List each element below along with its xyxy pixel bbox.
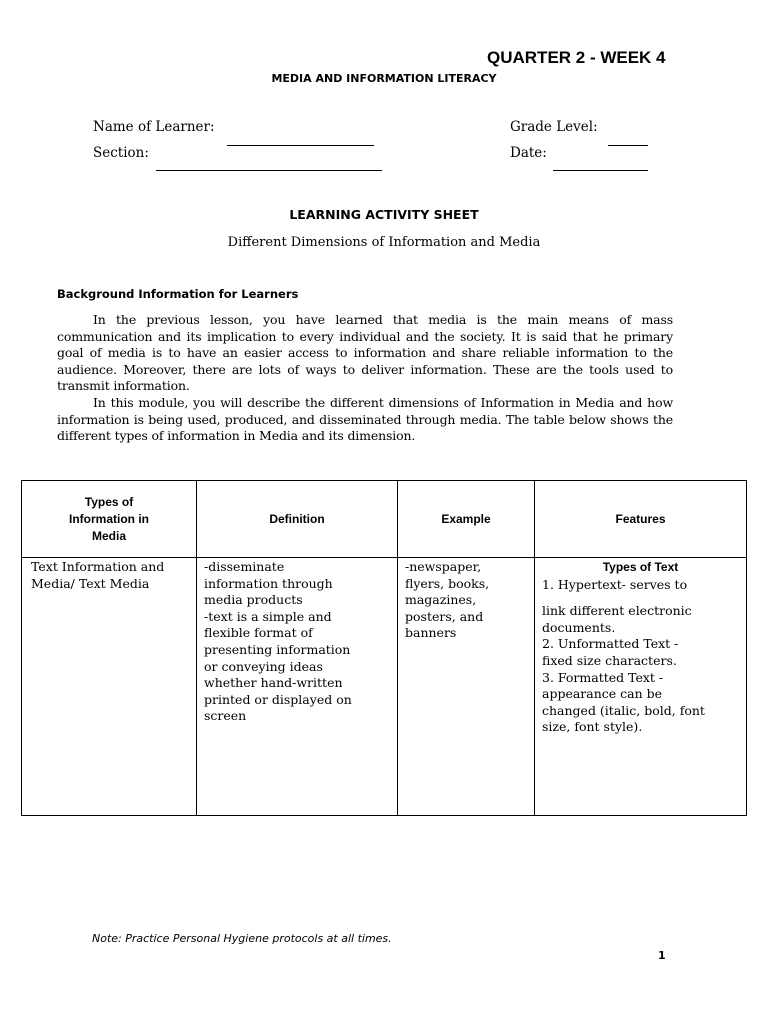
grade-level-label: Grade Level: — [510, 119, 598, 135]
date-line[interactable] — [553, 170, 648, 171]
hygiene-note: Note: Practice Personal Hygiene protocols at all times. — [92, 932, 392, 945]
header-features — [535, 481, 747, 558]
header-definition — [197, 481, 398, 558]
section-line[interactable] — [156, 170, 382, 171]
cell-example — [398, 558, 535, 816]
subject-title: MEDIA AND INFORMATION LITERACY — [271, 72, 497, 85]
features-list: link different electronic documents. 2. Unformatted Text - fixed size characters. 3. Formatted Text - appearance can be changed (italic, bold, font size, font style). — [542, 603, 705, 735]
features-line-1: 1. Hypertext- serves to — [542, 576, 688, 592]
page-number: 1 — [658, 949, 666, 962]
date-label: Date: — [510, 145, 547, 161]
cell-type-text: Text Information and Media/ Text Media — [31, 559, 165, 591]
information-types-table — [21, 480, 747, 816]
cell-type — [22, 558, 197, 816]
name-of-learner-line[interactable] — [227, 145, 374, 146]
cell-example-text: -newspaper, flyers, books, magazines, posters, and banners — [405, 559, 490, 641]
header-features-text: Features — [615, 512, 666, 526]
sheet-title: LEARNING ACTIVITY SHEET — [289, 207, 479, 222]
sheet-subtitle: Different Dimensions of Information and Media — [227, 235, 541, 250]
header-example — [398, 481, 535, 558]
header-example-text: Example — [441, 512, 491, 526]
header-types-text: Types of Information in Media — [69, 494, 149, 543]
background-paragraph-1: In the previous lesson, you have learned that media is the main means of mass communication and its implication to every individual and the society. It is said that he primary goal of media is to have an easier access to information and share reliable information to the audience. Moreover, there are lots of ways to deliver information. These are the tools used to transmit information. — [57, 312, 673, 394]
table-row — [22, 558, 747, 816]
header-types — [22, 481, 197, 558]
grade-level-line[interactable] — [608, 145, 648, 146]
cell-features — [535, 558, 747, 816]
header-definition-text: Definition — [269, 512, 325, 526]
background-paragraph-2: In this module, you will describe the different dimensions of Information in Media and how information is being used, produced, and disseminated through media. The table below shows the different types of information in Media and its dimension. — [57, 395, 673, 444]
name-of-learner-label: Name of Learner: — [93, 119, 215, 135]
features-title: Types of Text — [602, 560, 679, 574]
quarter-week-heading: QUARTER 2 - WEEK 4 — [487, 48, 666, 67]
background-heading: Background Information for Learners — [57, 287, 299, 301]
table-header-row — [22, 481, 747, 558]
cell-definition — [197, 558, 398, 816]
section-label: Section: — [93, 145, 149, 161]
cell-definition-text: -disseminate information through media products -text is a simple and flexible format of presenting information or conveying ideas whether hand-written printed or displayed on screen — [204, 559, 352, 724]
